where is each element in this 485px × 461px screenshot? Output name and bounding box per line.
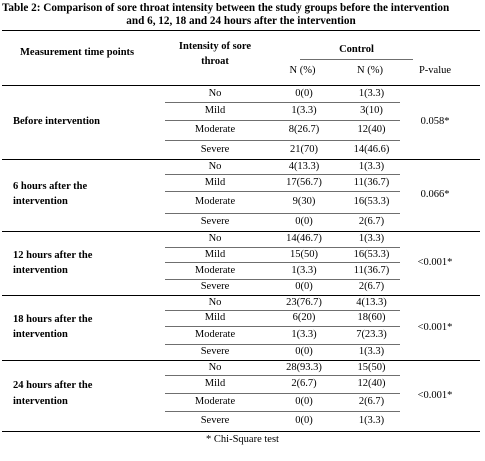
header-pvalue: P-value (418, 65, 452, 76)
value-cell-col2: 18(60) (357, 312, 386, 323)
row-separator (165, 344, 400, 345)
group-bottom-rule (2, 159, 480, 160)
value-cell-col1: 1(3.3) (291, 265, 317, 276)
value-cell-col2: 16(53.3) (353, 249, 390, 260)
intensity-cell: No (208, 161, 222, 172)
value-cell-col1: 0(0) (295, 216, 313, 227)
intensity-cell: Moderate (194, 196, 236, 207)
value-cell-col1: 14(46.7) (286, 233, 322, 244)
pvalue-cell: <0.001* (417, 390, 453, 401)
footnote: * Chi-Square test (206, 434, 279, 445)
group-label-line1: 6 hours after the (13, 181, 88, 192)
header-measurement: Measurement time points (20, 47, 135, 58)
value-cell-col2: 3(10) (360, 105, 383, 116)
row-separator (165, 375, 400, 376)
row-separator (165, 120, 400, 121)
group-label-line1: 12 hours after the (13, 250, 93, 261)
caption-line-1: Table 2: Comparison of sore throat intensity between the study groups before the intervention (2, 2, 450, 14)
value-cell-col2: 12(40) (357, 124, 386, 135)
intensity-cell: Severe (200, 346, 230, 357)
value-cell-col1: 2(6.7) (291, 378, 317, 389)
value-cell-col2: 12(40) (357, 378, 386, 389)
group-bottom-rule (2, 295, 480, 296)
pvalue-cell: 0.066* (420, 189, 450, 200)
value-cell-col1: 28(93.3) (286, 362, 322, 373)
header-col2: N (%) (357, 65, 383, 76)
pvalue-cell: <0.001* (417, 257, 453, 268)
header-intensity-line2: throat (201, 56, 229, 67)
value-cell-col2: 2(6.7) (358, 216, 385, 227)
pvalue-cell: 0.058* (420, 116, 450, 127)
intensity-cell: Moderate (194, 265, 236, 276)
group-label-line2: intervention (13, 396, 68, 407)
group-label-line2: intervention (13, 329, 68, 340)
value-cell-col2: 1(3.3) (358, 346, 385, 357)
intensity-cell: Moderate (194, 329, 236, 340)
value-cell-col1: 23(76.7) (286, 297, 322, 308)
value-cell-col1: 17(56.7) (286, 177, 322, 188)
value-cell-col2: 16(53.3) (353, 196, 390, 207)
value-cell-col1: 0(0) (295, 281, 313, 292)
value-cell-col2: 7(23.3) (356, 329, 387, 340)
value-cell-col2: 1(3.3) (358, 88, 385, 99)
value-cell-col1: 0(0) (295, 415, 313, 426)
row-separator (165, 174, 400, 175)
header-bottom-rule (2, 85, 480, 86)
row-separator (165, 411, 400, 412)
row-separator (165, 393, 400, 394)
value-cell-col2: 4(13.3) (356, 297, 387, 308)
intensity-cell: Moderate (194, 396, 236, 407)
row-separator (165, 191, 400, 192)
header-col1: N (%) (289, 65, 316, 76)
intensity-cell: No (208, 88, 222, 99)
value-cell-col1: 15(50) (290, 249, 318, 260)
table-top-rule (2, 30, 480, 31)
value-cell-col2: 2(6.7) (358, 396, 385, 407)
group-label-line1: 18 hours after the (13, 314, 93, 325)
value-cell-col1: 9(30) (292, 196, 316, 207)
group-label-line1: Before intervention (13, 116, 100, 127)
row-separator (165, 102, 400, 103)
value-cell-col2: 1(3.3) (358, 161, 385, 172)
intensity-cell: Moderate (194, 124, 236, 135)
table-caption (2, 2, 480, 28)
row-separator (165, 140, 400, 141)
group-bottom-rule (2, 360, 480, 361)
value-cell-col1: 1(3.3) (291, 105, 317, 116)
group-label-line1: 24 hours after the (13, 380, 93, 391)
intensity-cell: Mild (204, 378, 226, 389)
row-separator (165, 326, 400, 327)
row-separator (165, 279, 400, 280)
row-separator (165, 262, 400, 263)
value-cell-col1: 6(20) (292, 312, 316, 323)
intensity-cell: Mild (204, 177, 226, 188)
intensity-cell: Severe (200, 415, 230, 426)
intensity-cell: Mild (204, 312, 226, 323)
value-cell-col2: 1(3.3) (358, 415, 385, 426)
value-cell-col1: 4(13.3) (288, 161, 320, 172)
intensity-cell: Severe (200, 216, 230, 227)
header-control: Control (339, 44, 374, 55)
intensity-cell: No (208, 233, 222, 244)
caption-line-2: and 6, 12, 18 and 24 hours after the intervention (126, 15, 356, 27)
value-cell-col1: 1(3.3) (291, 329, 317, 340)
intensity-cell: Severe (200, 281, 230, 292)
intensity-cell: No (208, 297, 222, 308)
value-cell-col2: 1(3.3) (358, 233, 385, 244)
value-cell-col1: 0(0) (295, 346, 313, 357)
control-underline (300, 59, 413, 60)
intensity-cell: Severe (200, 144, 230, 155)
value-cell-col2: 11(36.7) (353, 177, 390, 188)
row-separator (165, 213, 400, 214)
pvalue-cell: <0.001* (417, 322, 453, 333)
value-cell-col2: 11(36.7) (353, 265, 390, 276)
group-bottom-rule (2, 431, 480, 432)
group-label-line2: intervention (13, 196, 68, 207)
row-separator (165, 247, 400, 248)
header-intensity-line1: Intensity of sore (178, 41, 252, 52)
value-cell-col2: 15(50) (357, 362, 386, 373)
row-separator (165, 310, 400, 311)
group-label-line2: intervention (13, 265, 68, 276)
value-cell-col2: 2(6.7) (358, 281, 385, 292)
intensity-cell: No (208, 362, 222, 373)
value-cell-col1: 21(70) (290, 144, 318, 155)
value-cell-col1: 8(26.7) (288, 124, 320, 135)
intensity-cell: Mild (204, 249, 226, 260)
group-bottom-rule (2, 231, 480, 232)
intensity-cell: Mild (204, 105, 226, 116)
value-cell-col1: 0(0) (295, 88, 313, 99)
value-cell-col2: 14(46.6) (353, 144, 390, 155)
value-cell-col1: 0(0) (295, 396, 313, 407)
